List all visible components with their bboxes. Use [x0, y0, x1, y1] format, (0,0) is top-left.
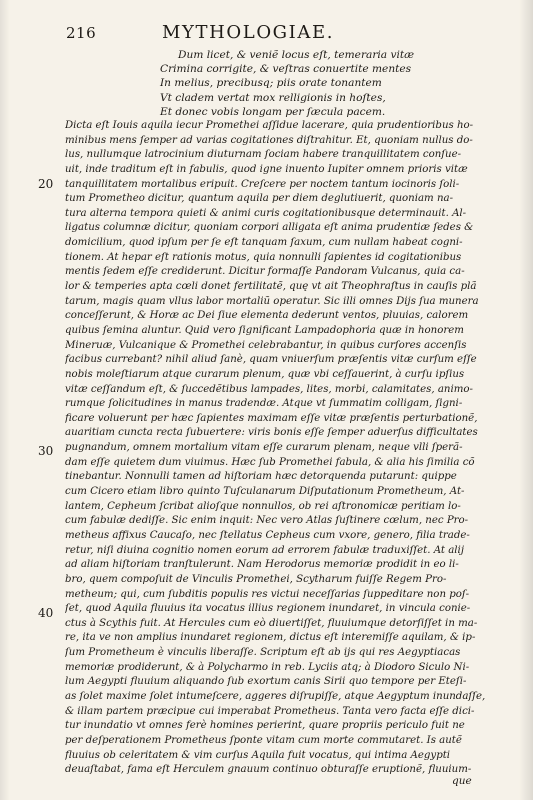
text-line: retur, niſi diuina cognitio nomen eorum ad errorem fabulæ traduxiſſet. At alij: [65, 544, 464, 556]
text-line: Mineruæ, Vulcanique & Promethei celebrabantur, in quibus curſores accenſis: [65, 339, 467, 351]
gutter-shadow: [0, 0, 10, 800]
text-line: & illam partem præcipue cui imperabat Prometheus. Tanta vero facta eſſe dici-: [65, 705, 475, 717]
text-line: ctus à Scythis fuit. At Hercules cum eò diuertiſſet, fluuiumque detorſiſſet in ma-: [65, 617, 478, 629]
text-line: metheum; qui, cum ſubditis populis res victui neceſſarias ſuppeditare non poſ-: [65, 588, 470, 600]
text-line: tionem. At hepar eſt rationis motus, quia nonnulli ſapientes id cogitationibus: [65, 251, 462, 263]
text-line: dam eſſe quietem dum viuimus. Hæc ſub Promethei fabula, & alia his ſimilia cõ: [65, 456, 475, 468]
text-line: cum Cicero etiam libro quinto Tuſculanarum Diſputationum Prometheum, At-: [65, 486, 465, 498]
running-title: MYTHOLOGIAE.: [162, 22, 335, 43]
text-line: lantem, Cepheum ſcribat alioſque nonnullos, ob rei aſtronomicæ peritiam lo-: [65, 500, 461, 512]
text-line: per deſperationem Prometheus ſponte vitam cum morte commutaret. Is autẽ: [65, 734, 462, 746]
text-line: domicilium, quod ipſum per ſe eſt tanquam ſaxum, cum nullam habeat cogni-: [65, 237, 463, 249]
text-line: minibus mens ſemper ad varias cogitationes diſtrahitur. Et, quoniam nullus do-: [65, 134, 473, 146]
text-line: deuaſtabat, fama eſt Herculem gnauum continuo obturaſſe eruptionẽ, fluuium-: [65, 764, 472, 776]
margin-line-number: 40: [38, 606, 54, 620]
verse-block: [160, 48, 414, 119]
text-line: uit, inde traditum eſt in fabulis, quod igne inuento Iupiter omnem prioris vitæ: [65, 163, 468, 175]
text-line: as ſolet maxime ſolet intumeſcere, aggeres diſrupiſſe, atque Aegyptum inundaſſe,: [65, 690, 486, 702]
text-line: lus, nullumque latrocinium diuturnam ſociam habere tranquillitatem conſue-: [65, 149, 462, 161]
catchword: que: [452, 775, 472, 787]
body-text: [65, 119, 501, 778]
verse-line: In melius, precibusq; piis orate tonantem: [160, 77, 382, 90]
verse-line: Crimina corrigite, & veſtras conuertite mentes: [160, 63, 412, 76]
text-line: mentis ſedem eſſe crediderunt. Dicitur formaſſe Pandoram Vulcanus, quia ca-: [65, 266, 465, 278]
text-line: vitæ ceſſandum eſt, & ſuccedẽtibus lampades, lites, morbi, calamitates, animo-: [65, 383, 473, 395]
text-line: tinebantur. Nonnulli tamen ad hiſtoriam hæc detorquenda putarunt: quippe: [65, 471, 457, 483]
text-line: auaritiam cuncta recta ſubuertere: viris bonis eſſe ſemper aduerſus difficultates: [65, 427, 478, 439]
text-line: quibus ſemina aluntur. Quid vero ſignificant Lampadophoria quæ in honorem: [65, 324, 464, 336]
text-line: pugnandum, omnem mortalium vitam eſſe curarum plenam, neque vlli ſperã-: [65, 442, 463, 454]
text-line: nobis moleſtiarum atque curarum plenum, quæ vbi ceſſauerint, à curſu ipſius: [65, 368, 465, 380]
text-line: tura alterna tempora quieti & animi curis cogitationibusque determinauit. Al-: [65, 207, 467, 219]
text-line: ſum Prometheum è vinculis liberaſſe. Scriptum eſt ab ijs qui res Aegyptiacas: [65, 647, 461, 659]
text-line: conceſſerunt, & Horæ ac Dei ſiue elementa dederunt ventos, pluuias, calorem: [65, 310, 469, 322]
text-line: rumque ſolicitudines in manus tradendæ. Atque vt ſummatim colligam, ſigni-: [65, 398, 463, 410]
text-line: bro, quem compoſuit de Vinculis Promethei, Scytharum fuiſſe Regem Pro-: [65, 573, 447, 585]
text-line: tum Prometheo dicitur, quantum aquila per diem deglutiuerit, quoniam na-: [65, 193, 454, 205]
text-line: ad aliam hiſtoriam tranſtulerunt. Nam Herodorus memoriæ prodidit in eo li-: [65, 559, 459, 571]
page-number: 216: [66, 24, 97, 42]
text-line: lor & temperies apta cœli donet fertilitatẽ, quę vt ait Theophraſtus in cauſis plã: [65, 281, 477, 293]
text-line: Dicta eſt Iouis aquila iecur Promethei aſſidue lacerare, quia prudentioribus ho-: [65, 120, 474, 131]
text-line: re, ita ve non amplius inundaret regionem, dictus eſt interemiſſe aquilam, & ip-: [65, 632, 476, 644]
text-line: tanquillitatem mortalibus eripuit. Creſcere per noctem tantum iocinoris ſoli-: [65, 178, 460, 190]
text-line: fluuius ob celeritatem & vim curſus Aquila fuit vocatus, qui intima Aegypti: [65, 749, 451, 761]
page-header: [0, 22, 533, 46]
text-line: ligatus columnæ dicitur, quoniam corpori alligata eſt anima prudentiæ ſedes &: [65, 222, 474, 234]
verse-line: Vt cladem vertat mox relligionis in hoſtes,: [160, 91, 386, 104]
text-line: metheus affixus Caucaſo, nec ſtellatus Cepheus cum vxore, genero, filia trade-: [65, 529, 470, 541]
text-line: memoriæ prodiderunt, & à Polycharmo in reb. Lyciis atq; à Diodoro Siculo Ni-: [65, 661, 470, 673]
margin-line-number: 20: [38, 177, 54, 191]
margin-line-number: 30: [38, 444, 54, 458]
text-line: tarum, magis quam vllus labor mortaliũ operatur. Sic illi omnes Dijs ſua munera: [65, 295, 479, 307]
verse-line: Et donec vobis longam per ſæcula pacem.: [160, 105, 386, 118]
text-line: lum Aegypti fluuium aliquando ſub exortum canis Sirii quo tempore per Eteſi-: [65, 676, 467, 688]
page-edge-shadow: [519, 0, 533, 800]
text-line: ficare voluerunt per hæc ſapientes maximam eſſe vitæ præſentis perturbationẽ,: [65, 412, 478, 424]
text-line: tur inundatio vt omnes ferè homines perierint, quare propriis periculo fuit ne: [65, 720, 465, 732]
verse-line: Dum licet, & veniẽ locus eſt, temeraria vitæ: [178, 49, 415, 61]
text-line: facibus currebant? nihil aliud ſanè, quam vniuerſum præſentis vitæ curſum eſſe: [65, 354, 477, 366]
text-line: cum fabulæ dediſſe. Sic enim inquit: Nec vero Atlas ſuſtinere cœlum, nec Pro-: [65, 515, 469, 527]
text-line: ſet, quod Aquila fluuius ita vocatus illius regionem inundaret, in vincula conie-: [65, 603, 471, 615]
